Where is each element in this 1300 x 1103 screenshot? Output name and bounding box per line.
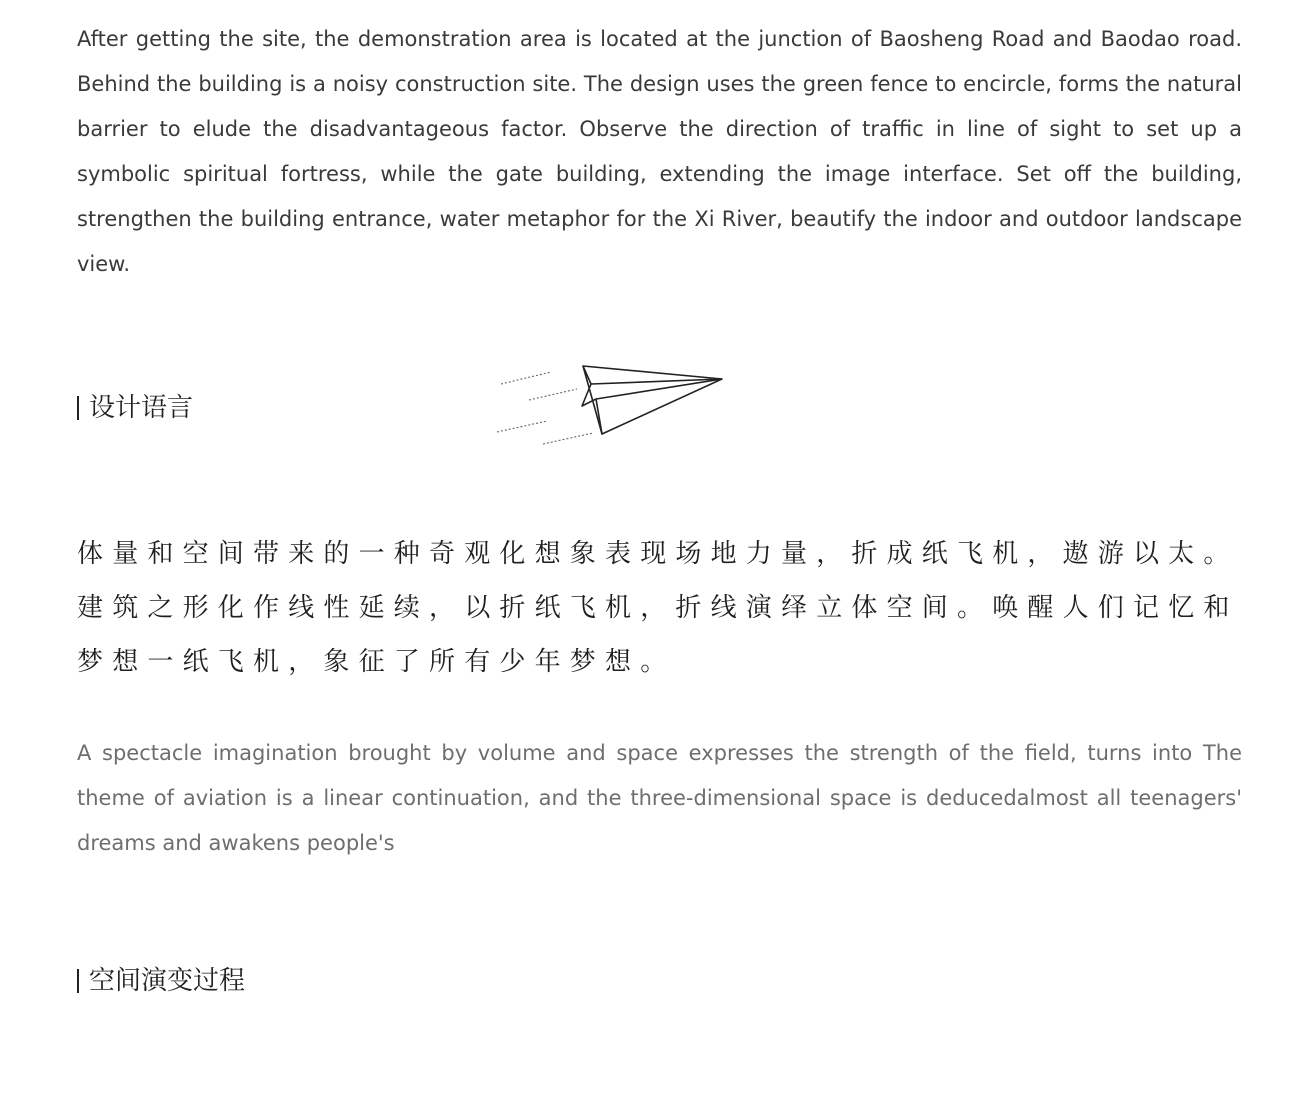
concept-paragraph-en: A spectacle imagination brought by volume and space expresses the strength of the field, turns into The theme of aviation is a linear continuation, and the three-dimensional space is deducedalmost all teenagers' dreams and awakens people's (77, 741, 1242, 855)
paper-airplane-icon (495, 362, 727, 452)
section-heading-space-evolution (77, 965, 245, 997)
heading-bar (77, 396, 79, 420)
section-heading-label: 设计语言 (89, 393, 194, 423)
section-heading-label: 空间演变过程 (89, 966, 246, 996)
concept-paragraph-cn: 体量和空间带来的一种奇观化想象表现场地力量，折成纸飞机，遨游以太。建筑之形化作线性延续，以折纸飞机，折线演绎立体空间。唤醒人们记忆和梦想一纸飞机，象征了所有少年梦想。 (77, 539, 1239, 677)
section-heading-design-language (77, 392, 193, 424)
intro-paragraph: After getting the site, the demonstration area is located at the junction of Baosheng Road and Baodao road. Behind the building is a noisy construction site. The design uses the green fence to encircle, forms the natural barrier to elude the disadvantageous factor. Observe the direction of traffic in line of sight to set up a symbolic spiritual fortress, while the gate building, extending the image interface. Set off the building, strengthen the building entrance, water metaphor for the Xi River, beautify the indoor and outdoor landscape view. (77, 27, 1242, 276)
heading-bar (77, 969, 79, 993)
